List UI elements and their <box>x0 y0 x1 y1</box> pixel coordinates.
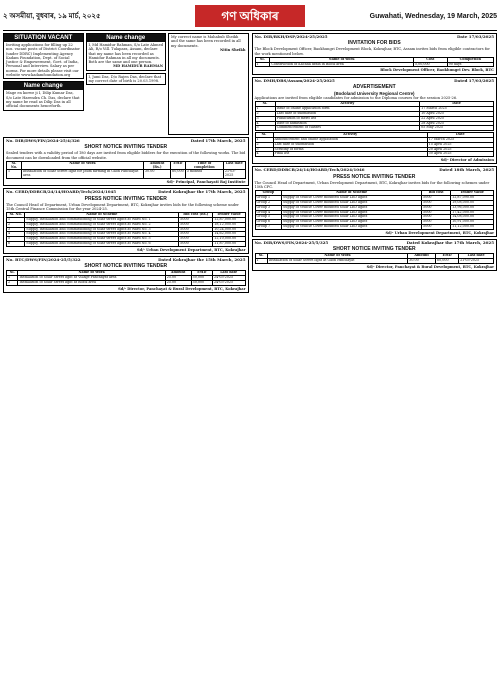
table-cell: 10,24,000.00 <box>213 227 245 232</box>
table-cell: 10 April 2025 <box>420 111 494 116</box>
table-cell: Installation of Solar Street light at Gaon Panchayat <box>267 259 407 264</box>
tender-notice: No. CERD/DDRCB/24/14/HOARD/Tech/2024/1045 Dated Kokrajhar the 17th March, 2025 PRESS NOTICE INVITING TENDER The Council Head of Department, Urban Development Department, BTC, Kokrajhar invites bids for the following scheme under 15th Central Finance Commission for the year 2024-25. Sl. No. Name of Scheme Bid cost (Rs.) Tender value 1 Supply, installation and commissioning of solar street lights at Ward No. 1 5000 12,87,000.00 2 Supply, installation and commissioning of solar street lights at Ward No. 2 5000 18,12,000.00 3 Supply, installation and commissioning of solar street lights at Ward No. 3 5000 10,24,000.00 4 Supply, installation and commissioning of solar street lights at Ward No. 4 5000 14,62,000.00 5 Supply, installation and commissioning of solar street lights at Ward No. 5 5000 12,10,000.00 6 Supply, installation and commissioning of solar street lights at Ward No. 6 5000 11,87,000.00 Sd/- Urban Development Department, BTC, Kokrajhar <box>3 188 249 254</box>
table-cell: 25.00 <box>165 276 191 281</box>
table-cell: Group 1 <box>255 196 282 201</box>
situation-vacant-ad: SITUATION VACANT Inviting applications for filling up 22 nos. vacant posts of District Coordinator (under DDRC) Implementing Agency Kadam Foundation, Dept. of Social Justice & Empowerment, Govt. of India, Personal and Interview. Salary as per norms. For more details please visit our website www.kadamfoundation.org <box>3 33 84 79</box>
table-cell: 60,000 <box>436 259 459 264</box>
table-cell: 28 April 2025 <box>420 121 494 126</box>
table-cell: 5 <box>255 126 275 131</box>
left-column <box>3 33 249 295</box>
affidavit-ad: I, Jumi Das, D/o Rajen Das, declare that my correct date of birth is 20.03.1998. <box>86 73 167 86</box>
table-header-cell: Activity <box>275 102 420 107</box>
table-cell: 4 <box>7 232 25 237</box>
table-cell: 17 March 2025 <box>420 107 494 112</box>
table-cell: Supply, installation and commissioning of solar street lights at Ward No. 2 <box>25 222 179 227</box>
table-cell: 12,10,000.00 <box>213 237 245 242</box>
table-cell: 5,00,000 <box>413 62 447 67</box>
table-cell: 5000 <box>422 224 451 229</box>
table-cell: Installation of Solar Street light at Block area <box>18 281 165 286</box>
table-cell: 10,91,000.00 <box>451 220 494 225</box>
name-change-ad: Name change I, Md Hamidur Rahman, S/o Late Ahmed Ali, R/o Vill. Tulapara, Assam, declare that my name has been recorded as Hamidur Rahman in all my documents. Both are the same and one person. MD HAMIDUR RAHMAN <box>86 33 167 71</box>
table-cell: 6 <box>7 242 25 247</box>
table-header-cell: Sl. <box>7 271 18 276</box>
table-header-cell: Last date <box>459 254 494 259</box>
table-cell: 21-03-2025 <box>459 259 494 264</box>
table-cell: 2 <box>7 281 18 286</box>
table-cell: 22 April 2025 <box>420 116 494 121</box>
table-cell: Last date of submission <box>273 142 427 147</box>
table-cell: 18,12,000.00 <box>213 222 245 227</box>
table-cell: 1 <box>7 276 18 281</box>
table-cell: 4 <box>255 121 275 126</box>
table-header-cell: Last date <box>213 271 245 276</box>
table-cell: Group 5 <box>255 215 282 220</box>
table-row <box>255 152 494 157</box>
table-header-cell: Amount <box>165 271 191 276</box>
table-header-cell: Time of completion <box>185 161 223 170</box>
table-row <box>7 170 246 179</box>
affidavit-ad: My correct name is Mahabub Sheikh and the same has been recorded in all my documents. Nitin Sheikh <box>168 33 249 135</box>
table-cell: Group 4 <box>255 210 282 215</box>
table-header-cell: Last date <box>223 161 245 170</box>
table-cell: 11,87,000.00 <box>213 242 245 247</box>
table-cell: 5000 <box>179 227 213 232</box>
table-cell: Supply, installation and commissioning of solar street lights at Ward No. 4 <box>25 232 179 237</box>
table-cell: 5 <box>7 237 25 242</box>
advertisement-notice: No. DMH/DBS/Assam/2024-25/2025 Dated 17/03/2025 ADVERTISEMENT (Bodoland University Regional Centre) Applications are invited from eligible candidates for admission to the Diploma courses for the session 2025-26. Sl. Activity Date 1 Issue of online application form 17 March 2025 2 Last date of submission 10 April 2025 3 Publication of merit list 22 April 2025 4 Date of admission 28 April 2025 5 Commencement of classes 05 May 2025 Sl. Activity Date 1 Announcement and online application 17 March 2025 2 Last date of submission 15 April 2025 3 Scrutiny of forms 20 April 2025 4 Final list 30 April 2025 Sd/- Director of Admission <box>252 77 498 165</box>
tender-notice: No. DIR/BKH/DSP/2024-25/2025 Date 17/03/2025 INVITATION FOR BIDS The Block Development Officer, Baokhungri Development Block, Kokrajhar, BTC, Assam invites bids from eligible contractors for the work mentioned below. Sl. Name of work Cost Completion 1 Construction of Kachha drain in Block area 5,00,000 90 days Block Development Officer, Baokhungri Dev. Block, BTC <box>252 33 498 75</box>
table-cell: 2 <box>255 111 275 116</box>
tender-table <box>255 190 495 229</box>
table-header-cell: Group <box>255 191 282 196</box>
table-header-cell: Bid cost <box>422 191 451 196</box>
table-cell: Construction of Kachha drain in Block area <box>270 62 414 67</box>
table-cell: Supply of Vehicle Cover mounted Solar LED lights <box>282 220 422 225</box>
table-cell: Supply, installation and commissioning of solar street lights at Ward No. 6 <box>25 242 179 247</box>
table-cell: Last date of submission <box>275 111 420 116</box>
tender-notice: No. BTC/DWS/FIN/2024-25/5/322 Dated Kokrajhar the 15th March, 2025 SHORT NOTICE INVITING TENDER Sl. Name of Work Amount EMD Last date 1 Installation of Solar Street light at Village Panchayat area 25.00 50,000 24-03-2025 2 Installation of Solar Street light at Block area 25.00 50,000 24-03-2025 Sd/- Director, Panchayat & Rural Development, BTC, Kokrajhar <box>3 256 249 293</box>
table-header-cell: Sl. <box>255 57 270 62</box>
table-header-cell: Bid cost (Rs.) <box>179 213 213 218</box>
table-row <box>255 62 494 67</box>
table-cell: 30.00 <box>408 259 436 264</box>
table-cell: 14,08,000.00 <box>451 215 494 220</box>
table-cell: 17,42,000.00 <box>451 210 494 215</box>
table-cell: Publication of merit list <box>275 116 420 121</box>
table-cell: Issue of online application form <box>275 107 420 112</box>
table-cell: 5000 <box>422 200 451 205</box>
table-cell: Supply of Vehicle Cover mounted Solar LED lights <box>282 205 422 210</box>
table-cell: Installation of Solar Street light at Village Panchayat area <box>18 276 165 281</box>
table-cell: 1 <box>255 137 273 142</box>
table-cell: 1 <box>255 62 270 67</box>
table-header-cell: Date <box>420 102 494 107</box>
table-header-cell: Amount <box>408 254 436 259</box>
table-cell: 30.00 <box>144 170 171 179</box>
table-cell: 3 <box>255 116 275 121</box>
table-header-cell: Sl. No. <box>7 213 25 218</box>
table-cell: 5000 <box>179 232 213 237</box>
table-cell: Supply of Vehicle Cover mounted Solar LED lights <box>282 210 422 215</box>
table-header-cell: Sl. <box>255 254 267 259</box>
table-cell: Installation of Solar Street light for Jhum farming in Gaon Panchayat area <box>21 170 143 179</box>
table-cell: 5000 <box>179 237 213 242</box>
table-cell: 60,000 <box>171 170 186 179</box>
table-cell: 90 days <box>447 62 493 67</box>
table-cell: Date of admission <box>275 121 420 126</box>
table-cell: Announcement and online application <box>273 137 427 142</box>
table-cell: Supply, installation and commissioning of solar street lights at Ward No. 3 <box>25 227 179 232</box>
dateline: Guwahati, Wednesday, 19 March, 2025 <box>369 12 497 20</box>
table-cell: 5000 <box>179 242 213 247</box>
table-cell: 5000 <box>422 210 451 215</box>
table-row <box>255 259 494 264</box>
table-cell: 5000 <box>422 205 451 210</box>
table-cell: 5000 <box>422 220 451 225</box>
tender-table <box>6 270 246 285</box>
table-cell: Supply of Vehicle Cover mounted Solar LED lights <box>282 196 422 201</box>
table-cell: 5000 <box>179 222 213 227</box>
right-column <box>252 33 498 295</box>
table-row <box>255 126 494 131</box>
table-cell: 20 April 2025 <box>427 147 493 152</box>
table-cell: Supply of Vehicle Cover mounted Solar LED lights <box>282 200 422 205</box>
table-row <box>255 224 494 229</box>
table-header-cell: Tender value <box>451 191 494 196</box>
tender-table <box>6 161 246 179</box>
table-header-cell: Sl. No. <box>7 161 22 170</box>
table-header-cell: Amount (Rs.) <box>144 161 171 170</box>
table-cell: 3 <box>7 227 25 232</box>
table-cell: 1 <box>7 170 22 179</box>
table-cell: Group 6 <box>255 220 282 225</box>
table-cell: 1 <box>7 218 25 223</box>
table-cell: 2 <box>7 222 25 227</box>
table-header-cell: Date <box>427 133 493 138</box>
tender-notice: No. DIR/DWS/FIN/2024-25/4/326 Dated 17th March, 2025 SHORT NOTICE INVITING TENDER Sealed tenders with a validity period of 180 days are invited from eligible bidders for the execution of the following works. The bid document can be downloaded from the official website. Sl. No. Name of Work Amount (Rs.) EMD Time of completion Last date 1 Installation of Solar Street light for Jhum farming in Gaon Panchayat area 30.00 60,000 3 months 21-03-2025 Sd/- Principal, Panchayati Raj Institute <box>3 137 249 186</box>
table-header-cell: Name of Scheme <box>282 191 422 196</box>
tender-table <box>6 212 246 247</box>
table-header-cell: EMD <box>436 254 459 259</box>
table-cell: 21-03-2025 <box>223 170 245 179</box>
table-cell: Group 7 <box>255 224 282 229</box>
table-cell: Supply, installation and commissioning of solar street lights at Ward No. 1 <box>25 218 179 223</box>
masthead <box>3 2 497 31</box>
tender-table <box>255 57 495 68</box>
table-cell: 5000 <box>179 218 213 223</box>
table-cell: 19,08,000.00 <box>451 200 494 205</box>
table-cell: 1 <box>255 107 275 112</box>
table-cell: 5000 <box>422 215 451 220</box>
table-cell: 4 <box>255 152 273 157</box>
table-cell: 24-03-2025 <box>213 276 245 281</box>
table-cell: 12,87,090.00 <box>451 196 494 201</box>
table-header-cell: Name of Work <box>267 254 407 259</box>
table-header-cell: Sl. <box>255 133 273 138</box>
table-header-cell: EMD <box>171 161 186 170</box>
table-header-cell: Sl. <box>255 102 275 107</box>
tender-notice: No. CERD/DDRCB/24/14/HOARD/Tech/2024/1046 Dated 18th March, 2025 PRESS NOTICE INVITING TENDER The Council Head of Department, Urban Development Department, BTC, Kokrajhar invites bids for the following schemes under 15th CFC. Group Name of Scheme Bid cost Tender value Group 1 Supply of Vehicle Cover mounted Solar LED lights 5000 12,87,090.00 Group 2 Supply of Vehicle Cover mounted Solar LED lights 5000 19,08,000.00 Group 3 Supply of Vehicle Cover mounted Solar LED lights 5000 13,96,000.00 Group 4 Supply of Vehicle Cover mounted Solar LED lights 5000 17,42,000.00 Group 5 Supply of Vehicle Cover mounted Solar LED lights 5000 14,08,000.00 Group 6 Supply of Vehicle Cover mounted Solar LED lights 5000 10,91,000.00 Group 7 Supply of Vehicle Cover mounted Solar LED lights 5000 11,12,000.00 Sd/- Urban Development Department, BTC, Kokrajhar <box>252 166 498 237</box>
table-header-cell: Name of Scheme <box>25 213 179 218</box>
table-header-cell: Activity <box>273 133 427 138</box>
table-cell: Scrutiny of forms <box>273 147 427 152</box>
table-cell: 2 <box>255 142 273 147</box>
table-cell: Group 2 <box>255 200 282 205</box>
table-cell: 25.00 <box>165 281 191 286</box>
page-number: ২ অসমীয়া, বুধবাৰ, ১৯ মাৰ্চ, ২০২৫ <box>3 13 101 20</box>
table-cell: 11,12,000.00 <box>451 224 494 229</box>
table-cell: Supply, installation and commissioning of solar street lights at Ward No. 5 <box>25 237 179 242</box>
table-header-cell: Name of Work <box>21 161 143 170</box>
table-header-cell: Tender value <box>213 213 245 218</box>
table-cell: 3 months <box>185 170 223 179</box>
table-cell: 30 April 2025 <box>427 152 493 157</box>
table-row <box>7 281 246 286</box>
table-row <box>7 242 246 247</box>
table-cell: 05 May 2025 <box>420 126 494 131</box>
table-cell: Final list <box>273 152 427 157</box>
table-cell: Supply of Vehicle Cover mounted Solar LED lights <box>282 215 422 220</box>
table-header-cell: Completion <box>447 57 493 62</box>
table-cell: Commencement of classes <box>275 126 420 131</box>
table-cell: 14,62,000.00 <box>213 232 245 237</box>
schedule-table <box>255 132 495 157</box>
table-cell: 5000 <box>422 196 451 201</box>
table-header-cell: Cost <box>413 57 447 62</box>
table-cell: 17 March 2025 <box>427 137 493 142</box>
tender-table <box>255 253 495 264</box>
tender-notice: No. DIR/DWS/FIN/2024-25/5/325 Dated Kokrajhar the 17th March, 2025 SHORT NOTICE INVITING TENDER Sl. Name of Work Amount EMD Last date 1 Installation of Solar Street light at Gaon Panchayat 30.00 60,000 21-03-2025 Sd/- Director, Panchayat & Rural Development, BTC, Kokrajhar <box>252 239 498 271</box>
table-cell: 3 <box>255 147 273 152</box>
table-cell: 50,000 <box>191 276 212 281</box>
schedule-table <box>255 101 495 131</box>
table-cell: Group 3 <box>255 205 282 210</box>
table-cell: 1 <box>255 259 267 264</box>
table-header-cell: EMD <box>191 271 212 276</box>
table-cell: 12,87,000.00 <box>213 218 245 223</box>
table-cell: Supply of Vehicle Cover mounted Solar LED lights <box>282 224 422 229</box>
newspaper-logo: গণ অধিকাৰ <box>195 5 305 27</box>
table-cell: 50,000 <box>191 281 212 286</box>
name-change-ad: Name change Mage en korwe ji I, Dilip Kumar Das, S/o Late Harendra Ch. Das, declare that my name be read as Dilip Das in all official documents henceforth. <box>3 81 84 110</box>
table-cell: 13,96,000.00 <box>451 205 494 210</box>
table-cell: 15 April 2025 <box>427 142 493 147</box>
table-header-cell: Name of work <box>270 57 414 62</box>
table-header-cell: Name of Work <box>18 271 165 276</box>
table-cell: 24-03-2025 <box>213 281 245 286</box>
